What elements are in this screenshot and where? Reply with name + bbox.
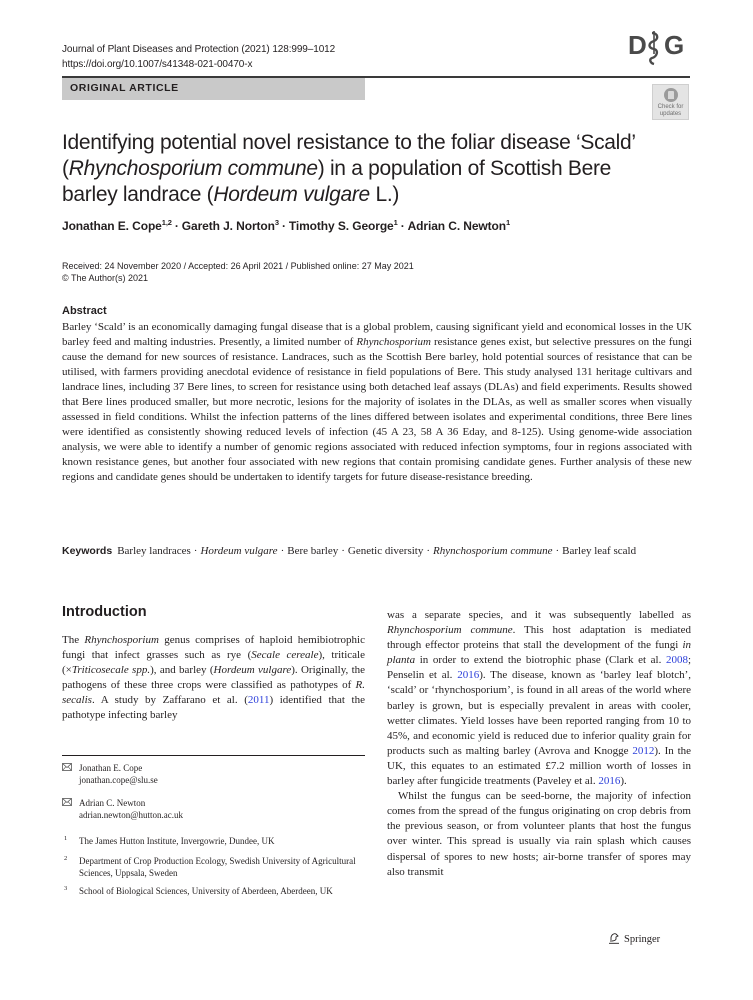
abstract-heading: Abstract	[62, 305, 107, 317]
author-affiliation-marker: 1	[393, 218, 398, 227]
paragraph: was a separate species, and it was subsequently labelled as Rhynchosporium commune. This host adaptation is mediated through effector proteins that stall the development of the fungi in planta in order to extend the biotrophic phase (Clark et al. 2008; Penselin et al. 2016). The disease, known as ‘barley leaf blotch’, ‘scald’ or ‘rhynchosporium’, is found in all areas of the world where barley is grown, but is especially prevalent in areas with cooler, wetter climates. Yield losses have been reported ranging from 10 to 45%, and economic yield is reduced due to inferior quality grain for products such as malting barley (Avrova and Knogge 2012). In the UK, this equates to an estimated £7.2 million worth of losses in barley after fungicide treatments (Paveley et al. 2016).	[387, 609, 692, 788]
affiliation-number: 1	[64, 835, 68, 842]
dpg-logo-icon	[628, 27, 692, 67]
author-name[interactable]: Timothy S. George	[288, 219, 394, 233]
springer-logo	[608, 932, 660, 945]
keyword-separator: ·	[341, 545, 345, 557]
copyright-line: © The Author(s) 2021	[62, 273, 149, 283]
svg-text:G: G	[664, 30, 685, 60]
article-type-banner	[62, 78, 365, 100]
article-title: Identifying potential novel resistance to the foliar disease ‘Scald’ (Rhynchosporium commune) in a population of Scottish Bere barley landrace (Hordeum vulgare L.)	[62, 131, 636, 206]
keyword: Hordeum vulgare	[200, 545, 278, 557]
author-name[interactable]: Adrian C. Newton	[407, 219, 507, 233]
keyword: Barley landraces	[117, 545, 191, 557]
affiliation-text: Department of Crop Production Ecology, Swedish University of Agricultural Sciences, Uppsala, Sweden	[79, 856, 356, 878]
introduction-left-column	[62, 633, 365, 724]
springer-horse-icon	[608, 932, 620, 944]
dates-line: Received: 24 November 2020 / Accepted: 26 April 2021 / Published online: 27 May 2021	[62, 261, 414, 271]
envelope-icon	[62, 798, 72, 806]
author-affiliation-marker: 1	[506, 218, 511, 227]
author-affiliation-marker: 3	[274, 218, 279, 227]
author-separator: ·	[400, 219, 405, 233]
contact-email[interactable]: adrian.newton@hutton.ac.uk	[79, 810, 184, 820]
author-list	[62, 219, 510, 233]
svg-text:D: D	[628, 30, 647, 60]
publisher-name: Springer	[624, 934, 661, 945]
author-separator: ·	[281, 219, 286, 233]
citation-link[interactable]: 2011	[247, 694, 270, 707]
paragraph: The Rhynchosporium genus comprises of haploid hemibiotrophic fungi that infect grasses such as rye (Secale cereale), triticale (×Triticosecale spp.), and barley (Hordeum vulgare). Originally, the pathogens of these three crops were classified as pathotypes of R. secalis. A study by Zaffarano et al. (2011) identified that the pathotype infecting barley	[62, 634, 366, 722]
check-updates-line2: updates	[659, 110, 682, 117]
journal-citation: Journal of Plant Diseases and Protection (2021) 128:999–1012	[62, 44, 336, 55]
contact-email[interactable]: jonathan.cope@slu.se	[79, 775, 158, 785]
doi-link[interactable]: https://doi.org/10.1007/s41348-021-00470-x	[62, 59, 253, 70]
author-separator: ·	[174, 219, 179, 233]
publication-dates	[62, 260, 414, 284]
affiliation-number: 2	[64, 855, 68, 862]
check-updates-line1: Check for	[657, 104, 684, 110]
author-name[interactable]: Jonathan E. Cope	[62, 219, 162, 233]
check-for-updates-button[interactable]	[652, 84, 689, 120]
paragraph: Whilst the fungus can be seed-borne, the majority of infection comes from the spread of the fungus originating on crop debris from the previous season, or from volunteer plants that host the fungus over winter. This spread is usually via rain splash which causes dispersal of spores to new hosts; air-borne transfer of spores may also transmit	[387, 790, 691, 878]
keyword-separator: ·	[555, 545, 560, 557]
author-name[interactable]: Gareth J. Norton	[181, 219, 275, 233]
section-heading-introduction: Introduction	[62, 604, 147, 620]
citation-link[interactable]: 2008	[665, 654, 688, 667]
keywords	[62, 544, 692, 559]
keyword: Barley leaf scald	[562, 545, 637, 557]
introduction-right-column	[387, 608, 691, 880]
envelope-icon	[62, 763, 72, 771]
citation-link[interactable]: 2012	[632, 744, 655, 757]
keyword-separator: ·	[193, 545, 198, 557]
affiliation-text: School of Biological Sciences, University of Aberdeen, Aberdeen, UK	[79, 886, 333, 896]
keyword: Bere barley	[287, 545, 339, 557]
article-type-label: ORIGINAL ARTICLE	[70, 82, 179, 94]
keyword: Genetic diversity	[347, 545, 424, 557]
keyword-separator: ·	[280, 545, 285, 557]
affiliation-text: The James Hutton Institute, Invergowrie, Dundee, UK	[79, 836, 275, 846]
check-for-updates-icon	[664, 88, 678, 102]
keyword-separator: ·	[426, 545, 431, 557]
citation-link[interactable]: 2016	[598, 775, 621, 788]
footnote-divider	[62, 755, 365, 756]
author-affiliation-marker: 1,2	[161, 218, 172, 227]
keyword: Rhynchosporium commune	[433, 545, 553, 557]
dpg-logo	[628, 27, 692, 67]
keywords-label: Keywords	[62, 545, 113, 557]
contact-name: Jonathan E. Cope	[79, 763, 143, 773]
citation-link[interactable]: 2016	[457, 669, 480, 682]
contact-name: Adrian C. Newton	[79, 798, 146, 808]
abstract-body: Barley ‘Scald’ is an economically damaging fungal disease that is a global problem, causing significant yield and economical losses in the UK barley feed and malting industries. Presently, a limited number of Rhynchosporium resistance genes exist, but selective pressures on the fungi cause the demand for new sources of resistance. Landraces, such as the Scottish Bere barley, hold potential sources of resistance that can be utilised, with farmers providing anecdotal evidence of resistance in field populations of Bere. This study analysed 131 heritage cultivars and landrace lines, including 37 Bere lines, to screen for resistance using both detached leaf assays (DLAs) and field experiments. Results showed that Bere lines produced smaller, but more necrotic, lesions for the majority of isolates in the DLAs, as well as smaller scores when visually assessed in field conditions. Whilst the infection patterns of the lines differed between isolates and experimental conditions, three Bere lines were identified as consistently showing reduced levels of infection (45 A 23, 58 A 36 Eday, and 8-125). Using genome-wide association analysis, we were able to identify a number of genomic regions associated with reduced infection symptoms, four in regions associated with known resistance genes, but another four associated with new regions that contain promising candidate genes. Further analysis of these new regions and candidate genes should be undertaken to identify targets for future disease-resistance breeding.	[62, 321, 692, 484]
affiliation-number: 3	[64, 885, 68, 892]
